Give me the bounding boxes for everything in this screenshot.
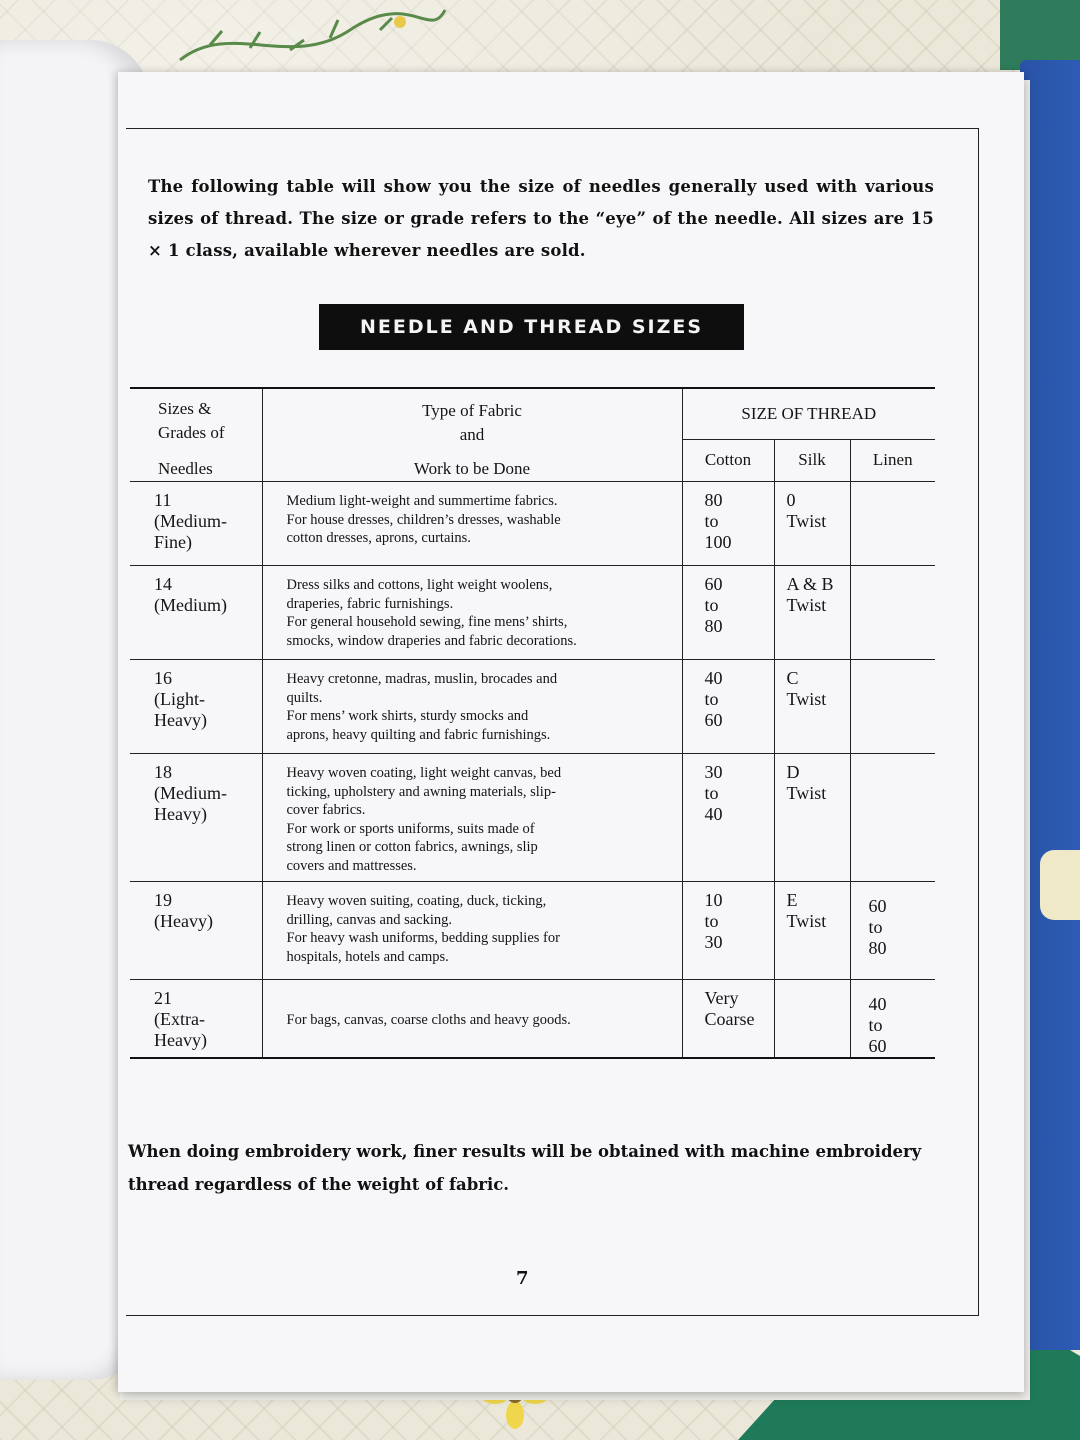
fabric-cell bbox=[262, 482, 682, 566]
linen-cell-line: 80 bbox=[868, 938, 887, 958]
cotton-cell-line: 30 bbox=[704, 762, 723, 782]
fabric-cell-line: strong linen or cotton fabrics, awnings, slip bbox=[286, 839, 538, 855]
needle-size-cell-line: Heavy) bbox=[154, 710, 207, 730]
needle-size-cell-line: 18 bbox=[154, 762, 172, 782]
header-sizes bbox=[130, 388, 262, 482]
fabric-cell-line: smocks, window draperies and fabric decorations. bbox=[286, 632, 577, 649]
fabric-cell-line: For bags, canvas, coarse cloths and heavy goods. bbox=[286, 1012, 571, 1029]
needle-size-cell-line: (Light- bbox=[154, 689, 205, 709]
header-fabric bbox=[262, 388, 682, 482]
header-fabric-line: Work to be Done bbox=[413, 459, 531, 478]
header-cotton: Cotton bbox=[682, 439, 774, 481]
embroidered-vine bbox=[170, 0, 450, 80]
linen-cell bbox=[850, 660, 935, 754]
fabric-cell-line: quilts. bbox=[286, 689, 323, 706]
fabric-cell-line: aprons, heavy quilting and fabric furnishings. bbox=[286, 726, 551, 743]
cotton-cell-line: to bbox=[704, 783, 719, 803]
header-thread-size: SIZE OF THREAD bbox=[682, 388, 935, 439]
fabric-cell bbox=[262, 980, 682, 1059]
needle-size-cell bbox=[130, 660, 262, 754]
silk-cell-line: 0 bbox=[786, 490, 796, 510]
fabric-cell-line: Medium light-weight and summertime fabrics. bbox=[286, 493, 558, 509]
cotton-cell-line: 30 bbox=[704, 932, 723, 952]
silk-cell bbox=[774, 660, 850, 754]
linen-cell bbox=[850, 882, 935, 980]
fabric-cell-line: hospitals, hotels and camps. bbox=[286, 948, 449, 965]
header-sizes-line: Needles bbox=[158, 459, 213, 478]
header-sizes-line: Grades of bbox=[158, 423, 225, 442]
silk-cell-line: D bbox=[786, 762, 800, 782]
silk-cell bbox=[774, 882, 850, 980]
needle-size-cell-line: Fine) bbox=[154, 532, 192, 552]
needle-size-cell bbox=[130, 754, 262, 882]
needle-size-cell-line: (Medium- bbox=[154, 511, 227, 531]
cotton-cell-line: Coarse bbox=[704, 1009, 755, 1029]
linen-cell-line: 40 bbox=[868, 994, 887, 1014]
table-row bbox=[130, 660, 935, 754]
cotton-cell-line: to bbox=[704, 511, 719, 531]
linen-cell bbox=[850, 754, 935, 882]
silk-cell-line: A & B bbox=[786, 574, 834, 594]
silk-cell-line: C bbox=[786, 668, 799, 688]
fabric-cell-line: cover fabrics. bbox=[286, 802, 366, 818]
table-title: NEEDLE AND THREAD SIZES bbox=[319, 304, 744, 350]
cotton-cell-line: to bbox=[704, 595, 719, 615]
header-fabric-line: Type of Fabric bbox=[422, 401, 522, 420]
cotton-cell bbox=[682, 566, 774, 660]
fabric-cell bbox=[262, 566, 682, 660]
silk-cell-line: Twist bbox=[786, 783, 827, 803]
intro-paragraph: The following table will show you the size of needles generally used with various sizes of thread. The size or grade refers to the “eye” of the needle. All sizes are 15 × 1 class, available wherever needles are sold. bbox=[148, 176, 934, 260]
fabric-cell-line: ticking, upholstery and awning materials, slip- bbox=[286, 783, 556, 800]
fabric-cell-line: Heavy cretonne, madras, muslin, brocades and bbox=[286, 671, 558, 687]
needle-size-cell bbox=[130, 566, 262, 660]
fabric-cell bbox=[262, 882, 682, 980]
fabric-cell bbox=[262, 660, 682, 754]
needle-size-cell-line: 11 bbox=[154, 490, 172, 510]
cotton-cell bbox=[682, 882, 774, 980]
fabric-cell-line: Heavy woven suiting, coating, duck, ticking, bbox=[286, 893, 547, 909]
silk-cell-line: Twist bbox=[786, 511, 827, 531]
needle-size-cell-line: 19 bbox=[154, 890, 172, 910]
page-number: 7 bbox=[516, 1268, 529, 1289]
linen-cell bbox=[850, 566, 935, 660]
silk-cell-line: Twist bbox=[786, 911, 827, 931]
needle-size-cell-line: 16 bbox=[154, 668, 172, 688]
cotton-cell-line: 40 bbox=[704, 668, 723, 688]
cotton-cell-line: to bbox=[704, 911, 719, 931]
linen-cell-line: 60 bbox=[868, 1036, 887, 1056]
silk-cell-line: Twist bbox=[786, 595, 827, 615]
needle-size-cell-line: (Extra- bbox=[154, 1009, 205, 1029]
cotton-cell bbox=[682, 754, 774, 882]
cotton-cell-line: 40 bbox=[704, 804, 723, 824]
needle-size-cell-line: (Heavy) bbox=[154, 911, 213, 931]
fabric-cell bbox=[262, 754, 682, 882]
header-sizes-line: Sizes & bbox=[158, 399, 212, 418]
fabric-cell-line: drilling, canvas and sacking. bbox=[286, 911, 452, 928]
fabric-cell-line: draperies, fabric furnishings. bbox=[286, 595, 454, 612]
table-row bbox=[130, 482, 935, 566]
linen-cell-line: to bbox=[868, 917, 883, 937]
silk-cell-line: E bbox=[786, 890, 798, 910]
cotton-cell-line: 10 bbox=[704, 890, 723, 910]
cotton-cell-line: Very bbox=[704, 988, 739, 1008]
needle-thread-table bbox=[130, 387, 935, 1059]
silk-cell bbox=[774, 482, 850, 566]
cotton-cell bbox=[682, 980, 774, 1059]
fabric-cell-line: covers and mattresses. bbox=[286, 857, 417, 874]
fabric-cell-line: For mens’ work shirts, sturdy smocks and bbox=[286, 708, 529, 724]
cotton-cell-line: 60 bbox=[704, 574, 723, 594]
folder-tab bbox=[1040, 850, 1080, 920]
needle-size-cell-line: 14 bbox=[154, 574, 172, 594]
linen-cell-line: to bbox=[868, 1015, 883, 1035]
fabric-cell-line: Heavy woven coating, light weight canvas, bed bbox=[286, 765, 562, 781]
needle-size-cell bbox=[130, 980, 262, 1059]
silk-cell bbox=[774, 754, 850, 882]
cotton-cell-line: 100 bbox=[704, 532, 732, 552]
needle-size-cell bbox=[130, 882, 262, 980]
table-row bbox=[130, 754, 935, 882]
fabric-cell-line: For house dresses, children’s dresses, washable bbox=[286, 511, 561, 528]
cotton-cell-line: to bbox=[704, 689, 719, 709]
needle-size-cell bbox=[130, 482, 262, 566]
closing-paragraph: When doing embroidery work, finer results will be obtained with machine embroidery thread regardless of the weight of fabric. bbox=[128, 1141, 922, 1194]
needle-size-cell-line: (Medium) bbox=[154, 595, 227, 615]
table-row bbox=[130, 980, 935, 1059]
cotton-cell-line: 60 bbox=[704, 710, 723, 730]
fabric-cell-line: For heavy wash uniforms, bedding supplies for bbox=[286, 930, 560, 946]
silk-cell-line: Twist bbox=[786, 689, 827, 709]
linen-cell-line: 60 bbox=[868, 896, 887, 916]
manual-page bbox=[118, 72, 1024, 1392]
silk-cell bbox=[774, 980, 850, 1059]
silk-cell bbox=[774, 566, 850, 660]
table-row bbox=[130, 882, 935, 980]
fabric-cell-line: Dress silks and cottons, light weight woolens, bbox=[286, 577, 553, 593]
cotton-cell bbox=[682, 660, 774, 754]
header-silk: Silk bbox=[774, 439, 850, 481]
fabric-cell-line: For general household sewing, fine mens’ shirts, bbox=[286, 614, 568, 630]
needle-size-cell-line: (Medium- bbox=[154, 783, 227, 803]
cotton-cell bbox=[682, 482, 774, 566]
cotton-cell-line: 80 bbox=[704, 616, 723, 636]
needle-size-cell-line: 21 bbox=[154, 988, 172, 1008]
header-fabric-line: and bbox=[459, 425, 485, 444]
fabric-cell-line: cotton dresses, aprons, curtains. bbox=[286, 530, 471, 546]
fabric-cell-line: For work or sports uniforms, suits made of bbox=[286, 820, 535, 837]
needle-size-cell-line: Heavy) bbox=[154, 1030, 207, 1050]
linen-cell bbox=[850, 482, 935, 566]
table-row bbox=[130, 566, 935, 660]
needle-size-cell-line: Heavy) bbox=[154, 804, 207, 824]
linen-cell bbox=[850, 980, 935, 1059]
cotton-cell-line: 80 bbox=[704, 490, 723, 510]
header-linen: Linen bbox=[850, 439, 935, 481]
